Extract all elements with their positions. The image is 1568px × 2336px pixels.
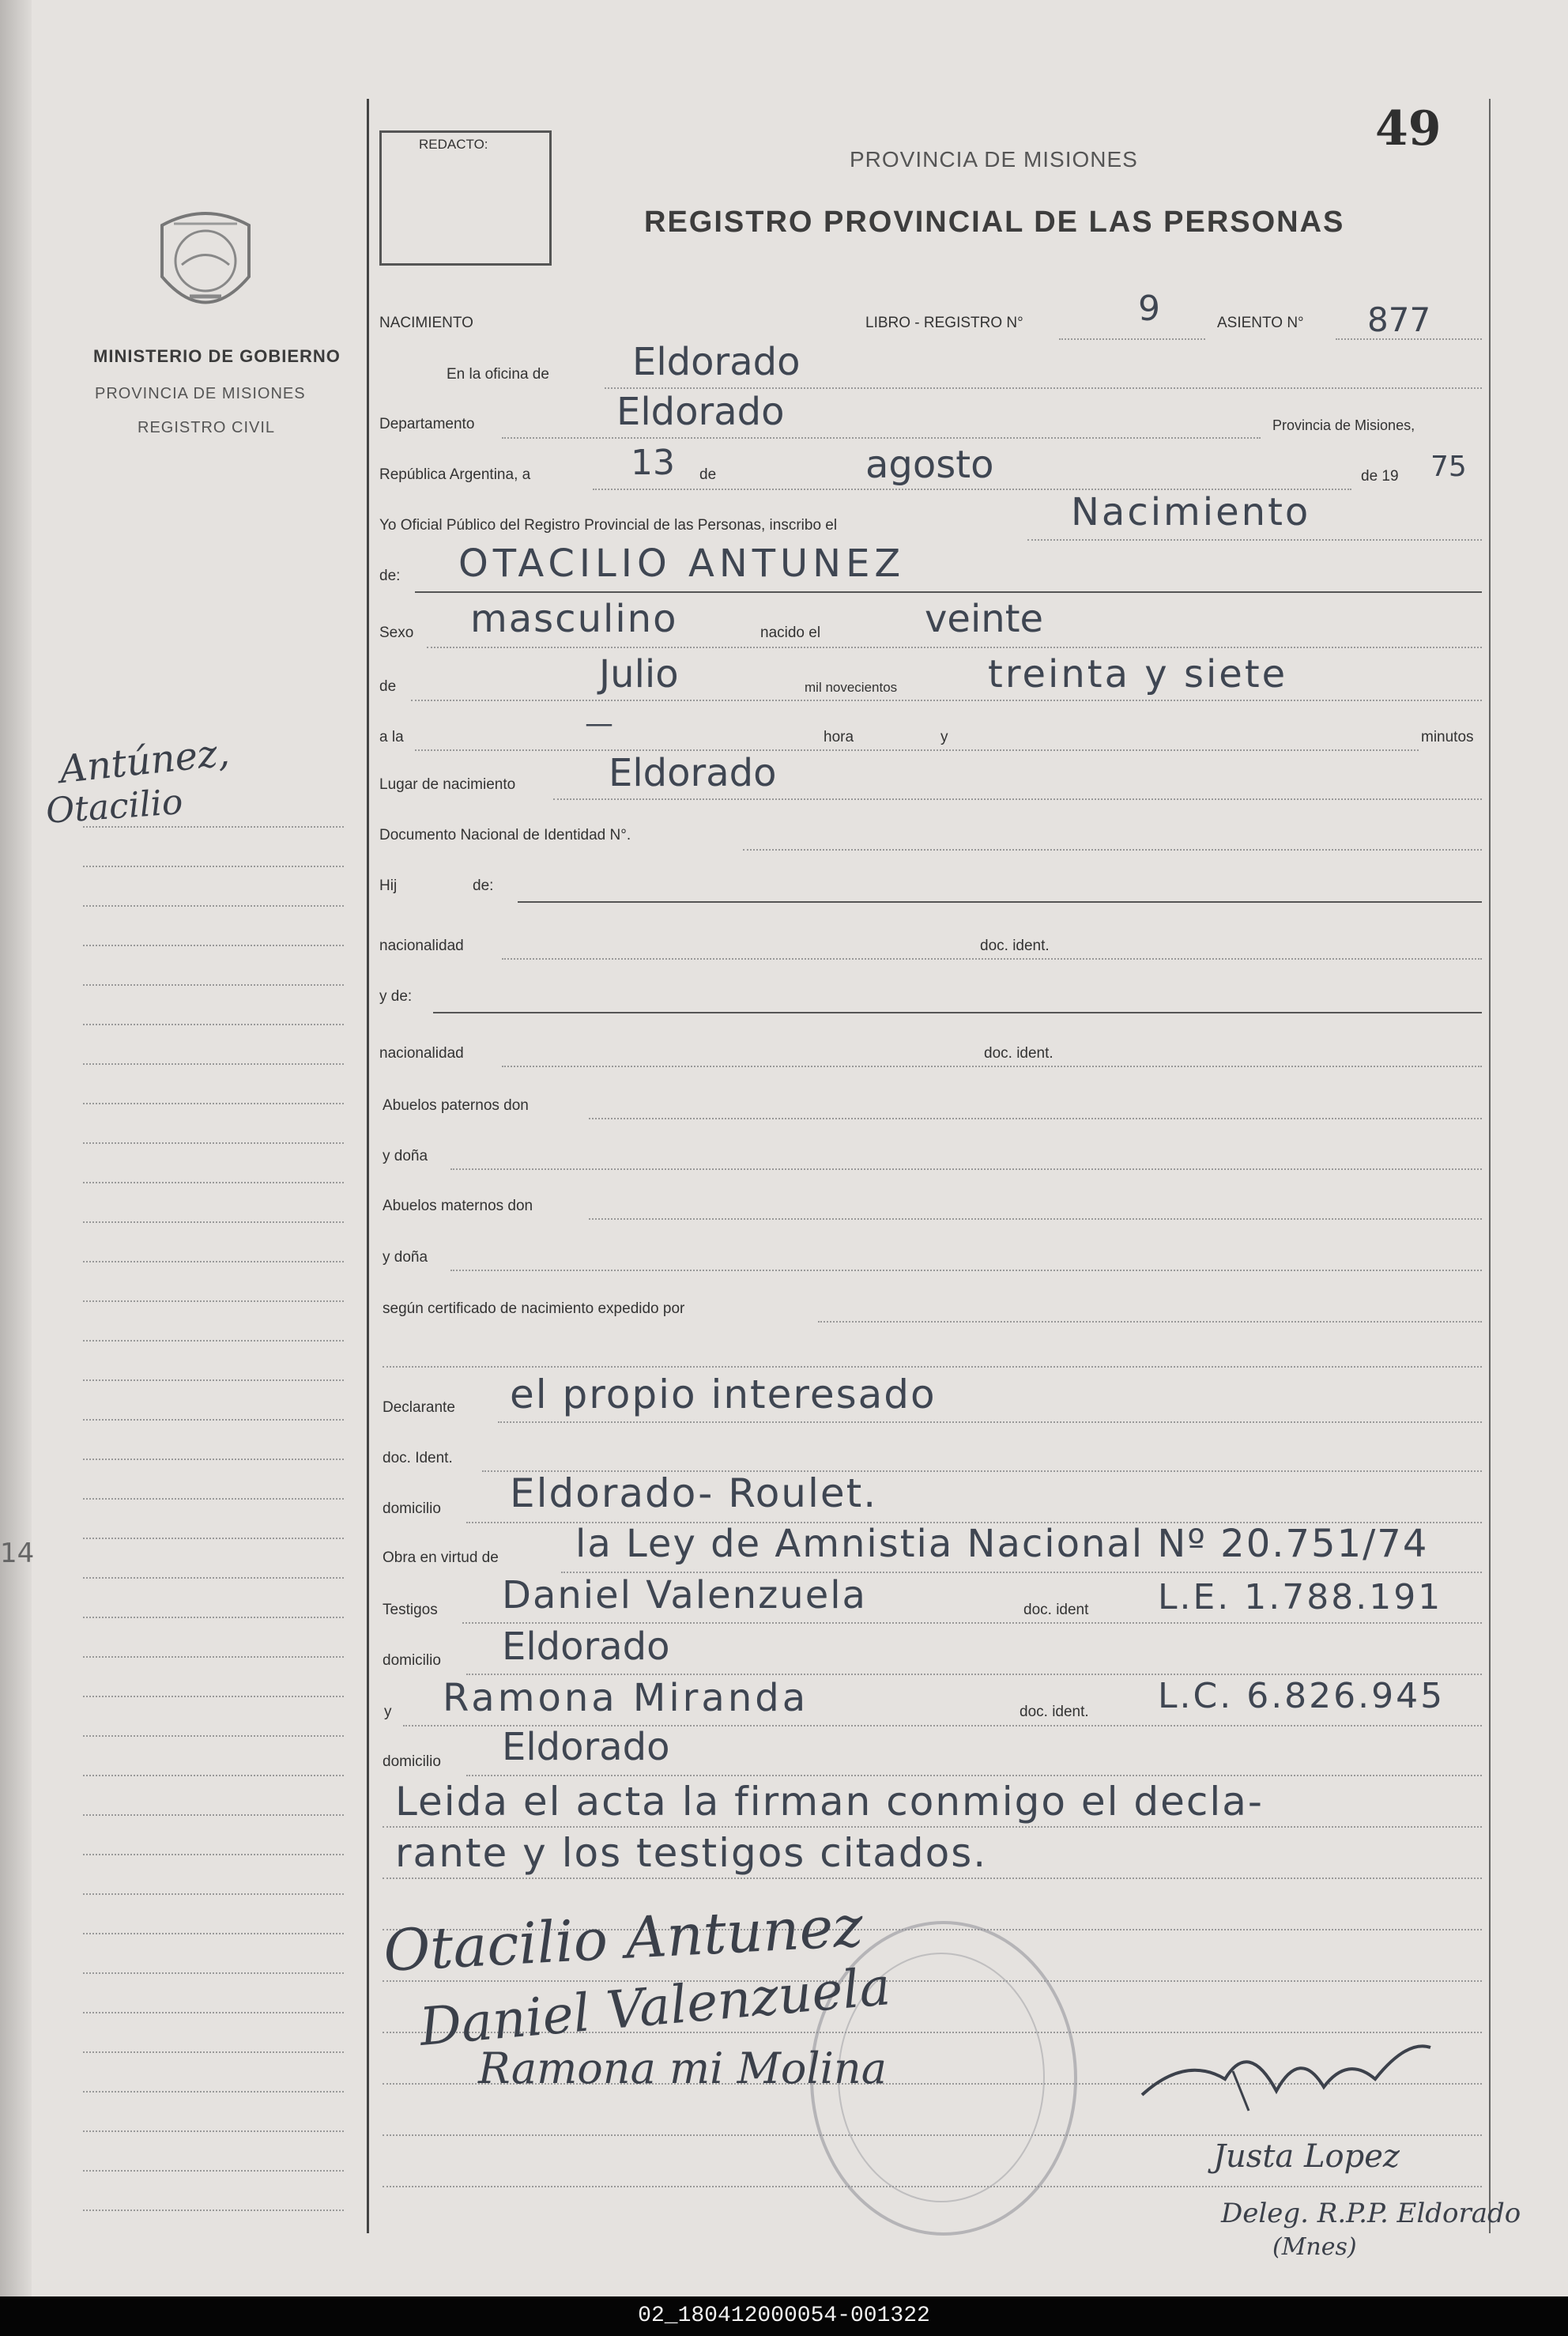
declarante-value: el propio interesado: [510, 1372, 937, 1417]
line-declarante: [498, 1421, 1482, 1423]
mes-de-label: de: [699, 466, 717, 483]
domicilio-label: domicilio: [383, 1500, 441, 1517]
oficial-label: Yo Oficial Público del Registro Provincial de las Personas, inscribo el: [379, 517, 838, 534]
anio-value: 75: [1430, 451, 1467, 483]
line-tipo: [1027, 539, 1482, 541]
registry-heading: REGISTRO PROVINCIAL DE LAS PERSONAS: [644, 206, 1345, 239]
asiento-value: 877: [1367, 300, 1431, 339]
line-testigo1: [462, 1622, 1482, 1624]
testigo1-doc-label: doc. ident: [1023, 1602, 1089, 1618]
coat-of-arms-icon: [146, 202, 265, 328]
doc-ident-label: doc. ident.: [980, 938, 1050, 954]
doc-ident2-label: doc. ident.: [984, 1045, 1054, 1062]
line-oficina: [605, 387, 1482, 389]
ministry-province: PROVINCIA DE MISIONES: [95, 385, 306, 402]
nacionalidad2-label: nacionalidad: [379, 1045, 464, 1062]
abuelos-paternos-label: Abuelos paternos don: [383, 1097, 529, 1114]
y-dona-label: y doña: [383, 1148, 428, 1164]
nacido-label: nacido el: [760, 625, 821, 641]
signature-testigo1: Daniel Valenzuela: [416, 1956, 893, 2058]
section-title: NACIMIENTO: [379, 315, 473, 331]
libro-label: LIBRO - REGISTRO N°: [865, 315, 1023, 331]
line-libro: [1059, 338, 1205, 340]
leida-line1: Leida el acta la firman conmigo el decla-: [395, 1779, 1264, 1825]
testigo2-domicilio-value: Eldorado: [502, 1725, 670, 1769]
nacido-dia-value: veinte: [925, 597, 1044, 641]
hora-label: hora: [824, 729, 854, 745]
testigo1-domicilio-value: Eldorado: [502, 1625, 670, 1669]
line-y-dona2: [450, 1270, 1482, 1271]
line-testigo1-domicilio: [466, 1674, 1482, 1675]
line-padre: [518, 901, 1482, 903]
testigo1-domicilio-label: domicilio: [383, 1652, 441, 1669]
anio-label: de 19: [1361, 468, 1399, 485]
signature-testigo2: Ramona mi Molina: [478, 2044, 887, 2093]
line-asiento: [1336, 338, 1482, 340]
line-y-dona: [450, 1168, 1482, 1170]
scan-id-footer: 02_180412000054-001322: [0, 2296, 1568, 2336]
leida-line2: rante y los testigos citados.: [395, 1830, 988, 1876]
minutos-label: minutos: [1421, 729, 1474, 745]
declarante-label: Declarante: [383, 1399, 455, 1416]
testigo2-doc-label: doc. ident.: [1020, 1704, 1089, 1720]
form-left-border: [367, 99, 369, 2233]
nacionalidad-label: nacionalidad: [379, 938, 464, 954]
y-de-label: y de:: [379, 988, 413, 1005]
y-label: y: [940, 729, 948, 745]
doc-ident-short-label: doc. Ident.: [383, 1450, 453, 1466]
official-name: Justa Lopez: [1213, 2138, 1400, 2175]
official-place: (Mnes): [1272, 2233, 1357, 2261]
line-certificado2: [383, 1366, 1482, 1368]
form-right-border: [1489, 99, 1491, 2233]
nombre-value: OTACILIO ANTUNEZ: [458, 542, 906, 586]
line-abuelos-paternos: [589, 1118, 1482, 1119]
mil-novecientos-label: mil novecientos: [805, 680, 898, 695]
margin-note-given-name: Otacilio: [44, 782, 184, 832]
line-documento: [743, 849, 1482, 851]
hora-value: —: [585, 708, 613, 740]
tipo-value: Nacimiento: [1071, 490, 1311, 534]
dia-value: 13: [631, 443, 675, 483]
mes-value: agosto: [865, 443, 994, 487]
left-edge-mark: 14: [0, 1538, 35, 1569]
hij-de-label: de:: [473, 877, 494, 894]
sexo-label: Sexo: [379, 625, 414, 641]
testigo2-domicilio-label: domicilio: [383, 1753, 441, 1770]
testigo1-value: Daniel Valenzuela: [502, 1573, 867, 1617]
nacido-de-label: de: [379, 678, 397, 695]
asiento-label: ASIENTO N°: [1217, 315, 1304, 331]
line-nombre: [415, 591, 1482, 593]
page-number: 49: [1375, 101, 1442, 157]
line-nacido-mes: [411, 700, 1482, 701]
testigo2-value: Ramona Miranda: [443, 1676, 809, 1720]
signature-declarante: Otacilio Antunez: [382, 1893, 865, 1984]
de-label: de:: [379, 568, 401, 584]
nacido-anio-value: treinta y siete: [988, 652, 1288, 696]
libro-value: 9: [1138, 289, 1160, 329]
a-la-label: a la: [379, 729, 404, 745]
abuelos-maternos-label: Abuelos maternos don: [383, 1198, 533, 1214]
margin-note-surname: Antúnez,: [57, 730, 232, 793]
provincia-label: Provincia de Misiones,: [1272, 417, 1415, 433]
y-testigo-label: y: [384, 1704, 392, 1720]
testigo1-doc-value: L.E. 1.788.191: [1158, 1577, 1443, 1617]
line-testigo2-domicilio: [466, 1775, 1482, 1776]
lugar-value: Eldorado: [609, 751, 777, 795]
line-certificado: [818, 1321, 1482, 1323]
line-lugar: [553, 798, 1482, 800]
y-dona2-label: y doña: [383, 1249, 428, 1266]
departamento-value: Eldorado: [616, 390, 785, 434]
oficina-value: Eldorado: [632, 340, 801, 384]
oficina-label: En la oficina de: [447, 366, 549, 383]
lugar-label: Lugar de nacimiento: [379, 776, 516, 793]
obra-value: la Ley de Amnistia Nacional Nº 20.751/74: [575, 1522, 1429, 1566]
republica-label: República Argentina, a: [379, 466, 531, 483]
redacto-label: REDACTO:: [419, 137, 488, 152]
documento-label: Documento Nacional de Identidad N°.: [379, 827, 631, 843]
hij-label: Hij: [379, 877, 398, 894]
sexo-value: masculino: [470, 597, 678, 641]
departamento-label: Departamento: [379, 416, 475, 432]
ministry-title: MINISTERIO DE GOBIERNO: [93, 346, 341, 366]
line-nacionalidad2: [502, 1066, 1482, 1067]
nacido-mes-value: Julio: [599, 652, 679, 696]
line-nacionalidad: [502, 958, 1482, 960]
page-gutter-shadow: [0, 0, 35, 2296]
signature-official-scribble: [1138, 2024, 1438, 2119]
line-sexo: [427, 647, 1482, 648]
ministry-registry: REGISTRO CIVIL: [138, 419, 276, 436]
testigo2-doc-value: L.C. 6.826.945: [1158, 1676, 1446, 1716]
domicilio-declarante-value: Eldorado- Roulet.: [510, 1470, 878, 1516]
line-hora: [415, 749, 1419, 751]
line-abuelos-maternos: [589, 1218, 1482, 1220]
segun-certificado-label: según certificado de nacimiento expedido por: [383, 1300, 685, 1317]
testigos-label: Testigos: [383, 1602, 438, 1618]
obra-label: Obra en virtud de: [383, 1549, 499, 1566]
province-heading: PROVINCIA DE MISIONES: [850, 147, 1138, 172]
line-departamento: [502, 437, 1261, 439]
official-title: Deleg. R.P.P. Eldorado: [1221, 2198, 1521, 2229]
line-madre: [433, 1012, 1482, 1013]
